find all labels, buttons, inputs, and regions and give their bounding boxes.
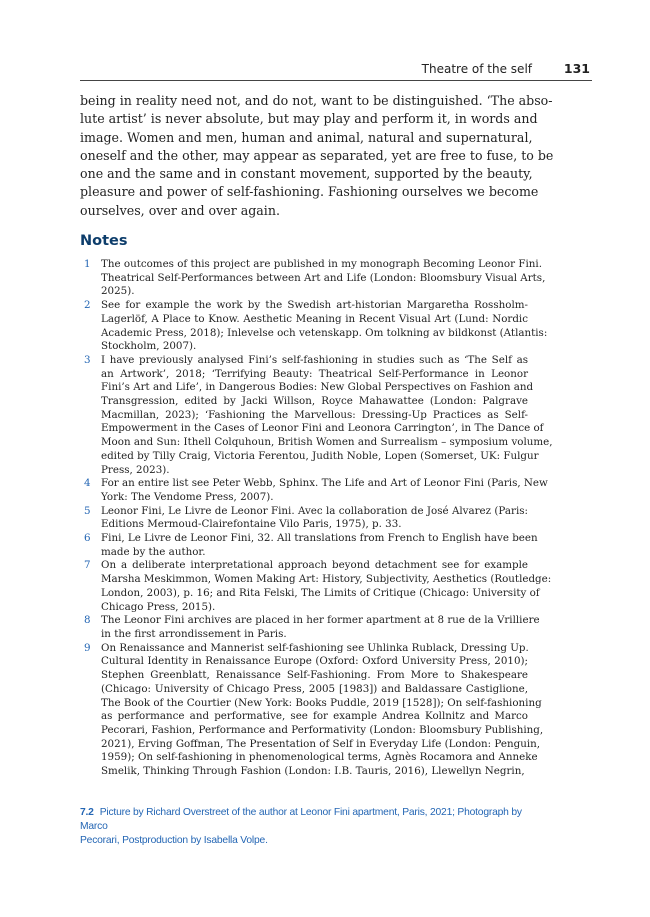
note-line: Marsha Meskimmon, Women Making Art: History, Subjectivity, Aesthetics (Routledge: bbox=[101, 573, 552, 586]
note-line: Press, 2023). bbox=[101, 463, 170, 476]
note-item bbox=[80, 641, 544, 779]
body-line: ourselves, over and over again. bbox=[80, 202, 280, 218]
note-line: On Renaissance and Mannerist self-fashioning see Uhlinka Rublack, Dressing Up. bbox=[101, 641, 529, 654]
note-line: Fini, Le Livre de Leonor Fini, 32. All translations from French to English have been bbox=[101, 532, 538, 545]
note-line: York: The Vendome Press, 2007). bbox=[101, 490, 274, 503]
body-line: being in reality need not, and do not, want to be distinguished. ‘The abso- bbox=[80, 93, 553, 108]
caption-line: Pecorari, Postproduction by Isabella Volpe. bbox=[80, 835, 268, 846]
note-line: Lagerlöf, A Place to Know. Aesthetic Meaning in Recent Visual Art (Lund: Nordic bbox=[101, 312, 528, 325]
note-line: 1959); On self-fashioning in phenomenological terms, Agnès Rocamora and Anneke bbox=[101, 751, 538, 764]
note-line: Chicago Press, 2015). bbox=[101, 600, 216, 613]
note-line: For an entire list see Peter Webb, Sphinx. The Life and Art of Leonor Fini (Paris, New bbox=[101, 477, 548, 490]
body-paragraph bbox=[80, 92, 554, 220]
body-line: oneself and the other, may appear as separated, yet are free to fuse, to be bbox=[80, 147, 554, 163]
note-item bbox=[80, 299, 548, 354]
note-number[interactable]: 2 bbox=[84, 299, 91, 312]
note-line: Fini’s Art and Life’, in Dangerous Bodies: New Global Perspectives on Fashion and bbox=[101, 381, 534, 394]
note-line: The outcomes of this project are published in my monograph Becoming Leonor Fini. bbox=[101, 258, 542, 270]
note-line: I have previously analysed Fini’s self-fashioning in studies such as ‘The Self as bbox=[101, 353, 528, 366]
note-line: Theatrical Self-Performances between Art and Life (London: Bloomsbury Visual Arts, bbox=[101, 271, 546, 284]
note-number[interactable]: 9 bbox=[84, 641, 91, 654]
note-line: The Leonor Fini archives are placed in her former apartment at 8 rue de la Vrilliere bbox=[101, 614, 540, 627]
note-item bbox=[80, 353, 553, 477]
note-line: Pecorari, Fashion, Performance and Performativity (London: Bloomsbury Publishing, bbox=[101, 723, 544, 736]
caption-line: Picture by Richard Overstreet of the author at Leonor Fini apartment, Paris, 2021; Photograph by Marco bbox=[80, 807, 522, 832]
note-number[interactable]: 4 bbox=[84, 477, 91, 490]
note-line: Empowerment in the Cases of Leonor Fini and Leonora Carrington’, in The Dance of bbox=[101, 422, 544, 435]
note-line: Leonor Fini, Le Livre de Leonor Fini. Avec la collaboration de José Alvarez (Paris: bbox=[101, 504, 528, 517]
caption-label: 7.2 bbox=[80, 807, 94, 818]
note-number[interactable]: 8 bbox=[84, 614, 91, 627]
note-line: Moon and Sun: Ithell Colquhoun, British Women and Surrealism – symposium volume, bbox=[101, 436, 553, 449]
note-line: On a deliberate interpretational approach beyond detachment see for example bbox=[101, 559, 528, 572]
note-line: Stockholm, 2007). bbox=[101, 340, 197, 353]
note-line: as performance and performative, see for example Andrea Kollnitz and Marco bbox=[101, 710, 528, 723]
note-line: Transgression, edited by Jacki Willson, Royce Mahawattee (London: Palgrave bbox=[101, 395, 528, 408]
note-line: in the first arrondissement in Paris. bbox=[101, 627, 287, 640]
note-line: Cultural Identity in Renaissance Europe (Oxford: Oxford University Press, 2010); bbox=[101, 655, 528, 668]
figure-caption bbox=[80, 806, 530, 848]
page-header bbox=[80, 58, 592, 81]
note-line: 2021), Erving Goffman, The Presentation of Self in Everyday Life (London: Penguin, bbox=[101, 737, 541, 750]
note-line: Macmillan, 2023); ‘Fashioning the Marvellous: Dressing-Up Practices as Self- bbox=[101, 408, 528, 421]
note-line: 2025). bbox=[101, 285, 135, 298]
running-head: Theatre of the self bbox=[421, 62, 532, 76]
note-line: Smelik, Thinking Through Fashion (London: I.B. Tauris, 2016), Llewellyn Negrin, bbox=[101, 765, 525, 778]
note-number[interactable]: 3 bbox=[84, 353, 91, 366]
note-line: London, 2003), p. 16; and Rita Felski, The Limits of Critique (Chicago: University of bbox=[101, 586, 540, 599]
note-item bbox=[80, 559, 552, 614]
note-number[interactable]: 6 bbox=[84, 532, 91, 545]
note-item bbox=[80, 532, 538, 559]
note-item bbox=[80, 477, 548, 504]
body-line: pleasure and power of self-fashioning. Fashioning ourselves we become bbox=[80, 184, 539, 200]
note-item bbox=[80, 505, 528, 532]
note-line: (Chicago: University of Chicago Press, 2005 [1983]) and Baldassare Castiglione, bbox=[101, 682, 528, 695]
body-line: lute artist’ is never absolute, but may play and perform it, in words and bbox=[80, 111, 538, 127]
note-line: Stephen Greenblatt, Renaissance Self-Fashioning. From More to Shakespeare bbox=[101, 669, 528, 682]
body-line: one and the same and in constant movement, supported by the beauty, bbox=[80, 166, 533, 182]
note-line: The Book of the Courtier (New York: Books Puddle, 2019 [1528]); On self-fashioning bbox=[101, 696, 542, 709]
notes-heading: Notes bbox=[80, 233, 128, 249]
body-line: image. Women and men, human and animal, natural and supernatural, bbox=[80, 129, 533, 145]
note-line: See for example the work by the Swedish art-historian Margaretha Rossholm- bbox=[101, 299, 528, 312]
note-line: an Artwork’, 2018; ‘Terrifying Beauty: Theatrical Self-Performance in Leonor bbox=[101, 367, 528, 380]
note-number[interactable]: 1 bbox=[84, 258, 91, 270]
note-item bbox=[80, 614, 540, 641]
note-line: Editions Mermoud-Clairefontaine Vilo Paris, 1975), p. 33. bbox=[101, 518, 402, 531]
note-number[interactable]: 5 bbox=[84, 504, 91, 517]
page-number: 131 bbox=[563, 61, 590, 76]
note-item bbox=[80, 258, 546, 299]
note-number[interactable]: 7 bbox=[84, 559, 91, 572]
note-line: Academic Press, 2018); Inlevelse och vetenskapp. Om tolkning av bildkonst (Atlantis: bbox=[101, 326, 548, 339]
notes-list bbox=[80, 258, 553, 779]
note-line: edited by Tilly Craig, Victoria Ferentou, Judith Noble, Lopen (Somerset, UK: Fulgur bbox=[101, 449, 539, 462]
note-line: made by the author. bbox=[101, 545, 206, 558]
